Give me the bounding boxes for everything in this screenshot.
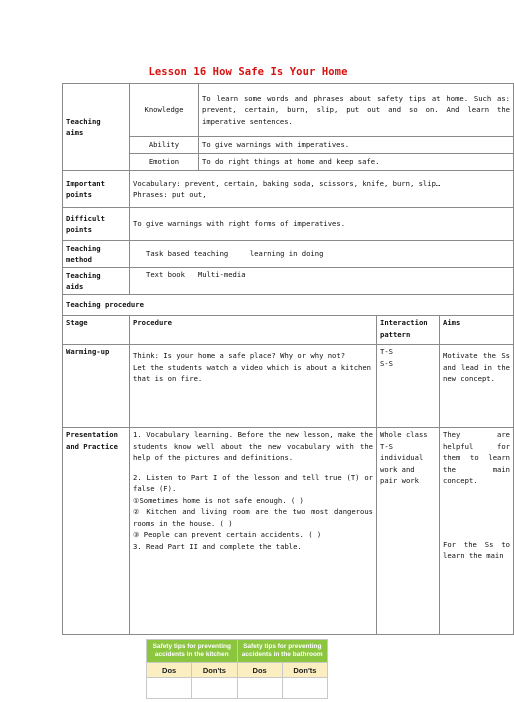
procedure-heading: Teaching procedure xyxy=(63,295,514,316)
important-points-row xyxy=(63,171,514,208)
aims-ability-row xyxy=(63,137,514,154)
label-line: method xyxy=(66,255,92,264)
interaction-text: S-S xyxy=(380,358,393,368)
safety-header-row xyxy=(147,640,328,663)
aims-knowledge-row xyxy=(63,84,514,137)
page-title: Lesson 16 How Safe Is Your Home xyxy=(148,66,348,78)
blank-cell xyxy=(237,678,282,699)
bathroom-header: Safety tips for preventing accidents in the bathroom xyxy=(237,640,328,663)
blank-cell xyxy=(282,678,327,699)
procedure-text: Let the students watch a video which is about a kitchen that is on fire. xyxy=(133,362,371,383)
procedure-row-presentation xyxy=(63,428,514,635)
stage-cell: Warming-up xyxy=(63,345,130,428)
blank-cell xyxy=(192,678,237,699)
label-line: Teaching xyxy=(66,270,101,280)
label-line: Teaching xyxy=(66,116,101,126)
teaching-aids-row xyxy=(63,268,514,295)
teaching-method-text: Task based teaching learning in doing xyxy=(130,241,514,268)
procedure-text: ② Kitchen and living room are the two most dangerous rooms in the house. ( ) xyxy=(133,507,373,528)
procedure-text: Think: Is your home a safe place? Why or why not? xyxy=(133,351,346,360)
aims-cell xyxy=(440,428,514,635)
vocabulary-text: Vocabulary: prevent, certain, baking soda, scissors, knife, burn, slip… xyxy=(133,178,441,188)
important-points-label xyxy=(63,171,130,208)
procedure-header-row xyxy=(63,316,514,345)
lesson-plan-table xyxy=(62,83,514,635)
teaching-method-row xyxy=(63,241,514,268)
safety-tips-table xyxy=(146,639,328,699)
difficult-points-label xyxy=(63,208,130,241)
emotion-label: Emotion xyxy=(130,154,199,171)
label-line: points xyxy=(66,225,92,234)
procedure-cell xyxy=(130,345,377,428)
interaction-text: Whole class xyxy=(380,430,428,439)
procedure-cell xyxy=(130,428,377,635)
col-aims-header: Aims xyxy=(440,316,514,345)
procedure-text: ③ People can prevent certain accidents. ( ) xyxy=(133,530,322,539)
interaction-text: T-S xyxy=(380,441,393,451)
ability-label: Ability xyxy=(130,137,199,154)
col-procedure-header: Procedure xyxy=(130,316,377,345)
interaction-cell xyxy=(377,345,440,428)
difficult-points-text: To give warnings with right forms of imperatives. xyxy=(130,208,514,241)
stage-cell: Presentation and Practice xyxy=(63,428,130,635)
aims-text: They are helpful for them to learn the main concept. xyxy=(443,430,511,485)
bathroom-dos-header: Dos xyxy=(237,663,282,678)
aims-cell xyxy=(440,345,514,428)
label-line: Important xyxy=(66,178,105,188)
procedure-text: 2. Listen to Part I of the lesson and tell true (T) or false (F). xyxy=(133,472,373,493)
procedure-row-warming-up xyxy=(63,345,514,428)
teaching-method-label xyxy=(63,241,130,268)
label-line: Difficult xyxy=(66,213,105,223)
kitchen-donts-header: Don'ts xyxy=(192,663,237,678)
safety-subheader-row xyxy=(147,663,328,678)
kitchen-dos-header: Dos xyxy=(147,663,192,678)
ability-text: To give warnings with imperatives. xyxy=(199,137,514,154)
interaction-text: individual work and pair work xyxy=(380,453,424,485)
kitchen-header: Safety tips for preventing accidents in the kitchen xyxy=(147,640,238,663)
aims-text: Motivate the Ss and lead in the new concept. xyxy=(443,351,511,383)
col-stage-header: Stage xyxy=(63,316,130,345)
label-line: Teaching xyxy=(66,243,101,253)
teaching-aims-label xyxy=(63,84,130,171)
procedure-text: 3. Read Part II and complete the table. xyxy=(133,541,302,551)
safety-blank-row xyxy=(147,678,328,699)
label-line: aims xyxy=(66,128,84,137)
phrases-text: Phrases: put out, xyxy=(133,190,207,199)
important-points-text xyxy=(130,171,514,208)
blank-cell xyxy=(147,678,192,699)
teaching-aids-text: Text book Multi-media xyxy=(130,268,514,295)
aims-text: For the Ss to learn the main xyxy=(443,539,511,560)
procedure-text: 1. Vocabulary learning. Before the new lesson, make the students know well about the new vocabulary with the help of the pictures and definitions. xyxy=(133,430,373,462)
teaching-aids-label xyxy=(63,268,130,295)
interaction-cell xyxy=(377,428,440,635)
emotion-text: To do right things at home and keep safe. xyxy=(199,154,514,171)
knowledge-text: To learn some words and phrases about safety tips at home. Such as: prevent, certain, burn, slip, put out and so on. And learn the imperative sentences. xyxy=(199,84,514,137)
bathroom-donts-header: Don'ts xyxy=(282,663,327,678)
procedure-heading-row xyxy=(63,295,514,316)
difficult-points-row xyxy=(63,208,514,241)
interaction-text: T-S xyxy=(380,347,393,356)
label-line: points xyxy=(66,190,92,199)
col-interaction-header: Interaction pattern xyxy=(377,316,440,345)
aims-emotion-row xyxy=(63,154,514,171)
knowledge-label: Knowledge xyxy=(130,84,199,137)
label-line: aids xyxy=(66,282,84,291)
procedure-text: ①Sometimes home is not safe enough. ( ) xyxy=(133,495,304,505)
